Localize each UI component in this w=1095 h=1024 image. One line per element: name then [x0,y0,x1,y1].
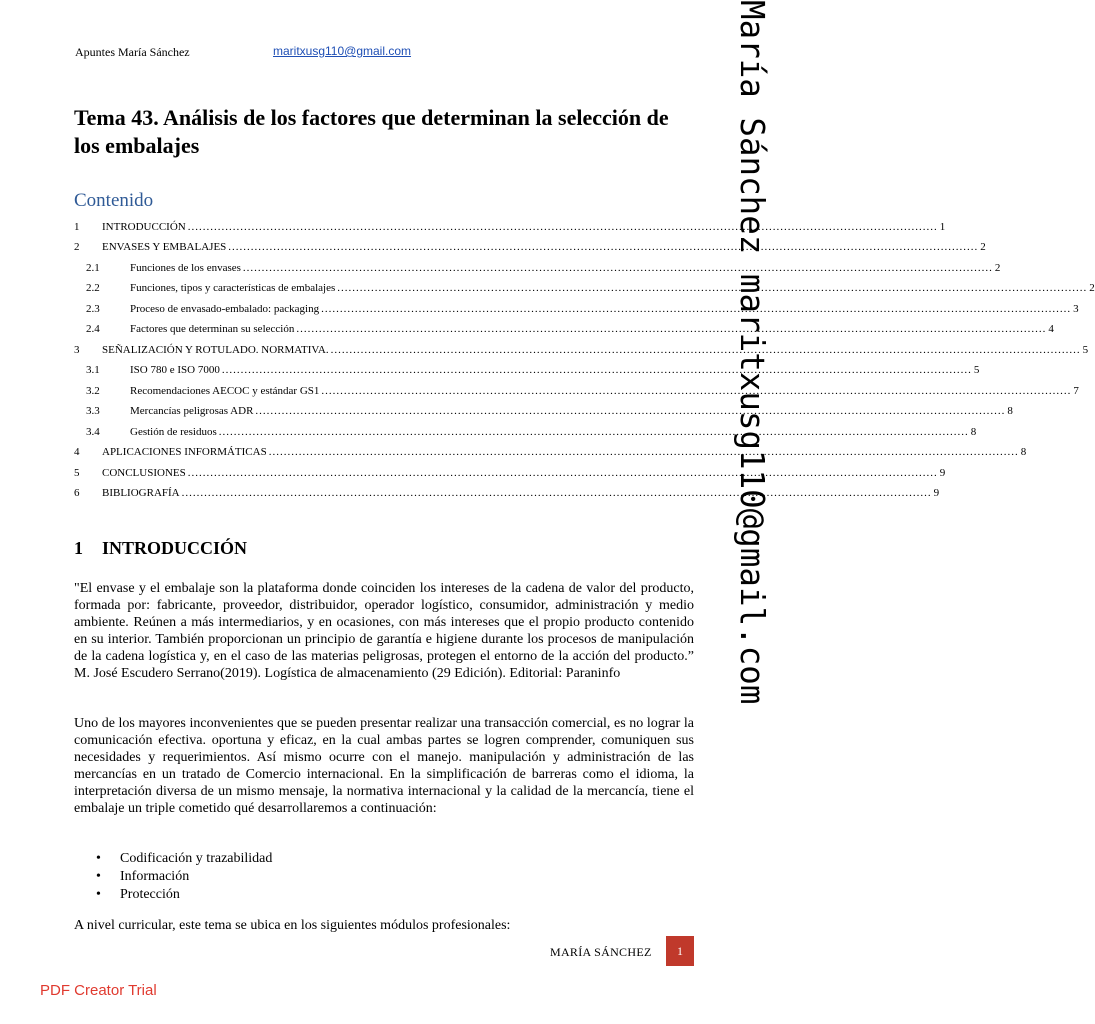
toc-leader-dots: ........................................................................................................................................................................................................ [187,466,938,479]
document-title: Tema 43. Análisis de los factores que determinan la selección de los embalajes [74,105,669,158]
toc-entry-page: 8 [970,425,977,438]
toc-entry-page: 3 [1073,302,1079,315]
toc-entry[interactable] [74,212,946,233]
list-item [74,850,272,868]
bullet-icon: • [96,869,101,884]
toc-entry-label: SEÑALIZACIÓN Y ROTULADO. NORMATIVA. [102,343,329,356]
toc-entry-page: 8 [1020,446,1027,458]
toc-entry-number: 3 [74,343,80,356]
toc-entry-label: Gestión de residuos [130,425,217,438]
intro-quote-paragraph: "El envase y el embalaje son la plataforma donde coinciden los intereses de la cadena de valor del producto, formada por: fabricante, proveedor, distribuidor, operador logístico, consumidor, administración y medio ambiente. Reúnen a más intermediarios, y en ocasiones, con más intereses que el propio producto contenido en su interior. También proporcionan un principio de garantía e higiene durante los procesos de manipulación de la cadena logística y, en el caso de las materias peligrosas, protegen el entorno de la acción del producto.” M. José Escudero Serrano(2019). Logística de almacenamiento (29 Edición). Editorial: Paraninfo [74,581,694,681]
toc-entry[interactable] [74,233,986,254]
toc-entry[interactable] [74,335,1089,356]
toc-entry-page: 2 [994,261,1001,274]
bullet-icon: • [96,887,101,902]
toc-entry[interactable] [74,356,980,377]
toc-entry[interactable] [74,417,977,438]
header-email-link[interactable]: maritxusg110@gmail.com [273,44,412,58]
toc-entry-label: CONCLUSIONES [102,466,186,479]
pdf-trial-label: PDF Creator Trial [40,982,157,999]
toc-entry-label: Proceso de envasado-embalado: packaging [130,302,320,315]
toc-entry-page: 5 [1082,343,1089,356]
toc-leader-dots: ........................................................................................................................................................................................................ [337,282,1088,294]
toc-leader-dots: ........................................................................................................................................................................................................ [218,425,969,438]
toc-leader-dots: ........................................................................................................................................................................................................ [242,261,993,274]
toc-entry-label: INTRODUCCIÓN [102,220,186,233]
toc-entry-page: 9 [933,487,940,499]
intro-paragraph: Uno de los mayores inconvenientes que se pueden presentar realizar una transacción comercial, es no lograr la comunicación efectiva. oportuna y eficaz, en la cual ambas partes se logren comprender, comuniquen sus necesidades y requerimientos. Así mismo ocurre con el manejo. manipulación y administración de las mercancías en un tratado de Comercio internacional. En la simplificación de barreras como el idioma, la interpretación diversa de un mismo mensaje, la normativa internacional y la calidad de la mercancía, tiene el embalaje un triple cometido qué desarrollaremos a continuación: [74,716,694,816]
toc-leader-dots: ........................................................................................................................................................................................................ [221,364,972,376]
section-number: 1 [74,538,83,558]
bullet-list [74,850,272,904]
toc-entry-page: 5 [973,364,980,376]
toc-entry[interactable] [74,438,1027,459]
toc-entry[interactable] [74,376,1079,397]
toc-entry[interactable] [74,479,940,500]
toc-entry-number: 2.2 [86,282,100,294]
toc-entry-label: Factores que determinan su selección [130,323,295,335]
list-item [74,886,272,904]
toc-entry-number: 3.2 [86,384,100,397]
toc-entry-page: 1 [939,220,946,233]
toc-entry-label: BIBLIOGRAFÍA [102,487,180,499]
table-of-contents [74,212,1095,499]
vertical-watermark [733,0,771,930]
toc-leader-dots: ........................................................................................................................................................................................................ [296,323,1047,335]
footer-author: MARÍA SÁNCHEZ [550,945,652,959]
bullet-icon: • [96,851,101,866]
section-heading [74,538,247,559]
toc-entry-number: 2.1 [86,261,100,274]
toc-entry-number: 3.4 [86,425,100,438]
toc-entry-label: Mercancías peligrosas ADR [130,405,254,417]
toc-entry-number: 4 [74,446,80,458]
toc-entry-label: ISO 780 e ISO 7000 [130,364,220,376]
toc-entry-number: 3.1 [86,364,100,376]
list-item-text: Información [120,869,190,884]
watermark-text: María Sánchez maritxusg110@gmail.com [733,0,771,705]
toc-leader-dots: ........................................................................................................................................................................................................ [187,220,938,233]
page-number-badge: 1 [666,936,694,966]
toc-entry[interactable] [74,458,946,479]
toc-entry-number: 6 [74,487,80,499]
toc-entry-page: 8 [1007,405,1013,417]
toc-entry-number: 2.4 [86,323,100,335]
toc-leader-dots: ........................................................................................................................................................................................................ [228,241,979,253]
toc-entry-page: 2 [1089,282,1095,294]
toc-leader-dots: ........................................................................................................................................................................................................ [255,405,1006,417]
toc-entry-page: 4 [1048,323,1054,335]
section-title: INTRODUCCIÓN [102,538,248,558]
toc-entry-number: 1 [74,220,80,233]
toc-heading: Contenido [74,190,154,211]
toc-entry-label: Recomendaciones AECOC y estándar GS1 [130,384,320,397]
header-author: Apuntes María Sánchez [75,45,190,59]
curricular-paragraph: A nivel curricular, este tema se ubica en los siguientes módulos profesionales: [74,918,511,933]
toc-leader-dots: ........................................................................................................................................................................................................ [330,343,1081,356]
toc-entry-number: 2 [74,241,80,253]
toc-entry-label: ENVASES Y EMBALAJES [102,241,227,253]
list-item-text: Codificación y trazabilidad [120,851,273,866]
toc-entry[interactable] [74,274,1095,295]
toc-entry-number: 5 [74,466,80,479]
toc-leader-dots: ........................................................................................................................................................................................................ [268,446,1019,458]
toc-leader-dots: ........................................................................................................................................................................................................ [321,384,1072,397]
toc-entry-page: 7 [1073,384,1079,397]
toc-entry-label: APLICACIONES INFORMÁTICAS [102,446,267,458]
toc-entry-number: 2.3 [86,302,100,315]
toc-entry-number: 3.3 [86,405,100,417]
toc-entry-label: Funciones de los envases [130,261,241,274]
toc-entry-page: 2 [980,241,986,253]
toc-leader-dots: ........................................................................................................................................................................................................ [321,302,1072,315]
toc-entry[interactable] [74,253,1001,274]
toc-leader-dots: ........................................................................................................................................................................................................ [181,487,932,499]
toc-entry-label: Funciones, tipos y características de embalajes [130,282,336,294]
toc-entry-page: 9 [939,466,946,479]
list-item [74,868,272,886]
toc-entry[interactable] [74,315,1054,336]
toc-entry[interactable] [74,294,1079,315]
list-item-text: Protección [120,887,180,902]
toc-entry[interactable] [74,397,1013,418]
